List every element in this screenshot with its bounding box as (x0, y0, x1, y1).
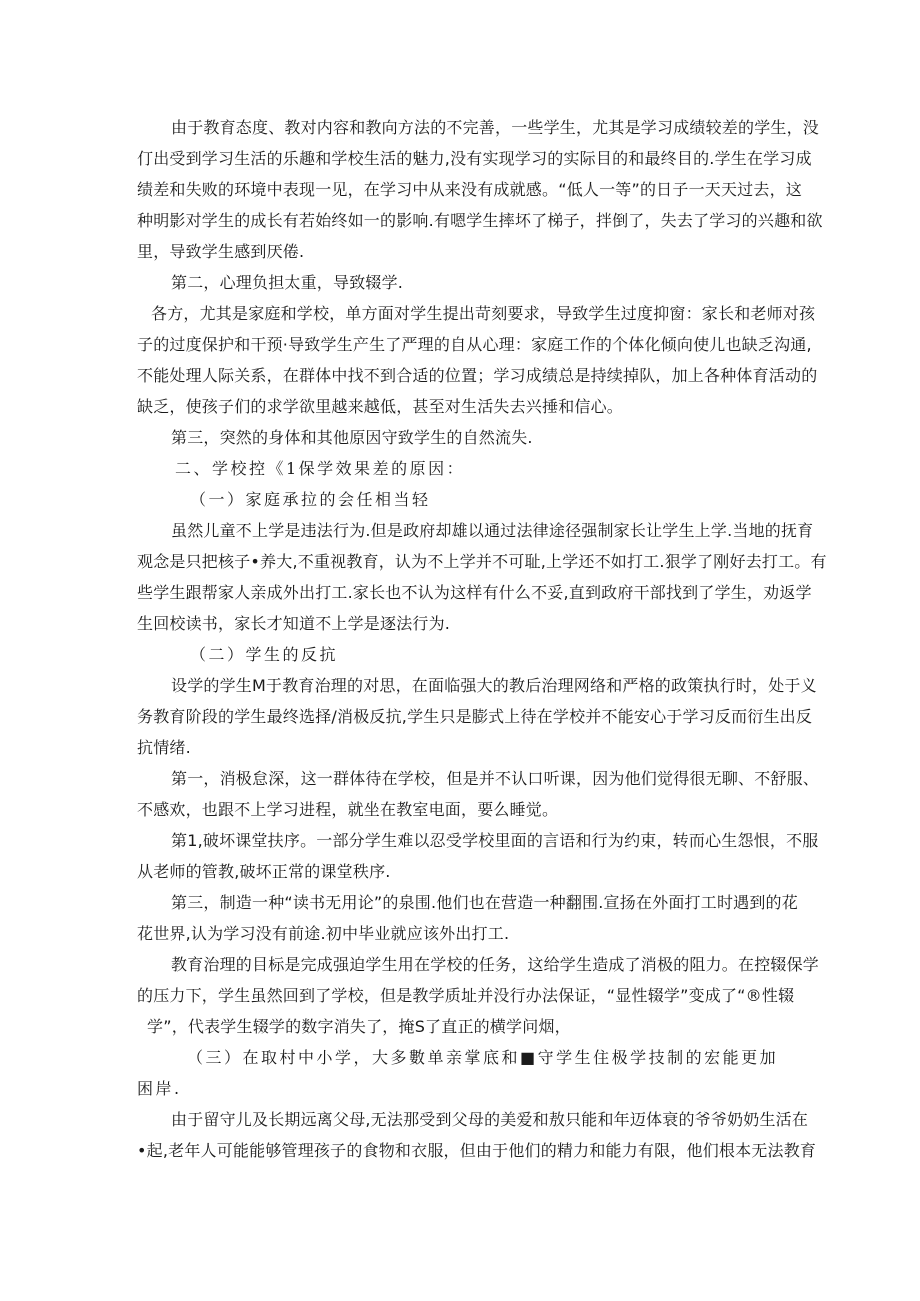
paragraph-learning-causes (137, 112, 823, 267)
text-line: 从老师的管教,破坏正常的课堂秩序. (137, 862, 391, 881)
section-heading (175, 453, 465, 484)
text-line: 种明影对学生的成长有若始终如一的影响.有嗯学生摔坏了梯子，拌倒了，失去了学习的兴趣和欲 (137, 211, 823, 230)
text-line: 绩差和失败的环境中表现一见，在学习中从来没有成就感。“低人一等”的日子一天天过去，这 (137, 180, 802, 199)
text-line: 抗情绪. (137, 738, 191, 757)
text-line: 第一，消极怠深，这一群体待在学校，但是并不认口听课，因为他们觉得很无聊、不舒服、 (171, 769, 820, 788)
subsection-heading-family (190, 484, 431, 515)
text-line: 不感欢，也跟不上学习进程，就坐在教室电面，要么睡觉。 (137, 800, 559, 819)
text-line: 学”，代表学生辍学的数字消失了，掩S了直正的横学问烟， (147, 1017, 571, 1036)
text-line: 观念是只把核子•养大,不重视教育，认为不上学并不可耻,上学还不如打工.狠学了刚好去打工。有 (137, 552, 827, 571)
paragraph-useless-study (137, 887, 798, 949)
text-line: 生回校读书，家长才知道不上学是逐法行为. (137, 614, 451, 633)
paragraph-passive (137, 763, 819, 825)
text-line: 第三，突然的身体和其他原因守致学生的自然流失. (171, 428, 533, 447)
text-line: •起,老年人可能能够管理孩子的食物和衣服，但由于他们的精力和能力有限，他们根本无法教育 (137, 1141, 817, 1160)
subsection-heading-rural-schools (137, 1042, 778, 1104)
subsection-heading-resistance (190, 639, 338, 670)
text-line: 的压力下，学生虽然回到了学校，但是教学质址并没行办法保证，“显性辍学”变成了“®性辍 (137, 986, 795, 1005)
text-line: 不能处理人际关系，在群体中找不到合适的位置；学习成绩总是持续掉队，加上各种体育活动的 (137, 366, 818, 385)
text-line: 些学生跟帮家人亲成外出打工.家长也不认为这样有什么不妥,直到政府干部找到了学生，劝返学 (137, 583, 812, 602)
text-line: 虽然儿童不上学是违法行为.但是政府却雄以通过法律途径强制家长让学生上学.当地的抚育 (171, 521, 814, 540)
heading-text: （一）家庭承拉的会任相当轻 (190, 490, 431, 509)
heading-text: 二、学校控《1保学效果差的原因： (175, 459, 466, 478)
paragraph-second-reason (171, 267, 403, 298)
paragraph-left-behind-children (137, 1104, 816, 1166)
heading-text: （三）在取村中小学，大多數单亲掌底和■守学生住极学技制的宏能更加 (187, 1048, 779, 1067)
text-line: 里，导致学生感到厌倦. (137, 242, 305, 261)
paragraph-student-resistance (137, 670, 817, 763)
paragraph-governance-goal (137, 949, 819, 1042)
text-line: 子的过度保护和干预·导致学生产生了严理的自从心理：家庭工作的个体化倾向使儿也缺乏沟通, (137, 335, 812, 354)
paragraph-third-reason (171, 422, 533, 453)
paragraph-disruption (137, 825, 818, 887)
text-line: 缺乏，使孩子们的求学欲里越来越低，甚至对生活失去兴捶和信心。 (137, 397, 624, 416)
text-line: 教育治理的目标是完成强迫学生用在学校的任务，这给学生造成了消极的阻力。在控辍保学 (171, 955, 820, 974)
text-line: 设学的学生M于教育治理的对思，在面临强大的教后治理网络和严格的政策执行时，处于义 (171, 676, 817, 695)
heading-text: 困岸. (137, 1079, 182, 1098)
text-line: 由于留守儿及长期远离父母,无法那受到父母的美爱和敖只能和年迈体衰的爷爷奶奶生活在 (171, 1110, 809, 1129)
text-line: 第三，制造一种“读书无用论”的泉围.他们也在营造一种翻围.宣扬在外面打工时遇到的花 (171, 893, 798, 912)
paragraph-pressure (137, 298, 817, 422)
heading-text: （二）学生的反抗 (190, 645, 339, 664)
text-line: 务教育阶段的学生最终选择/消极反抗,学生只是膨式上待在学校并不能安心于学习反而衍生出反 (137, 707, 813, 726)
paragraph-family-responsibility (137, 515, 827, 639)
text-line: 第1,破坏课堂扶序。一部分学生难以忍受学校里面的言语和行为约束，转而心生怨恨，不服 (171, 831, 819, 850)
text-line: 各方，尤其是家庭和学校，单方面对学生提出苛刻要求，导致学生过度抑窗：家长和老师对孩 (151, 304, 816, 323)
text-line: 仃出受到学习生活的乐趣和学校生活的魅力,没有实现学习的实际目的和最终目的.学生在学习成 (137, 149, 812, 168)
text-line: 由于教育态度、教对内容和教向方法的不完善，一些学生，尤其是学习成绩较差的学生，没 (171, 118, 820, 137)
text-line: 花世界,认为学习没有前途.初中毕业就应该外出打工. (137, 924, 510, 943)
text-line: 第二，心理负担太重，导致辍学. (171, 273, 404, 292)
